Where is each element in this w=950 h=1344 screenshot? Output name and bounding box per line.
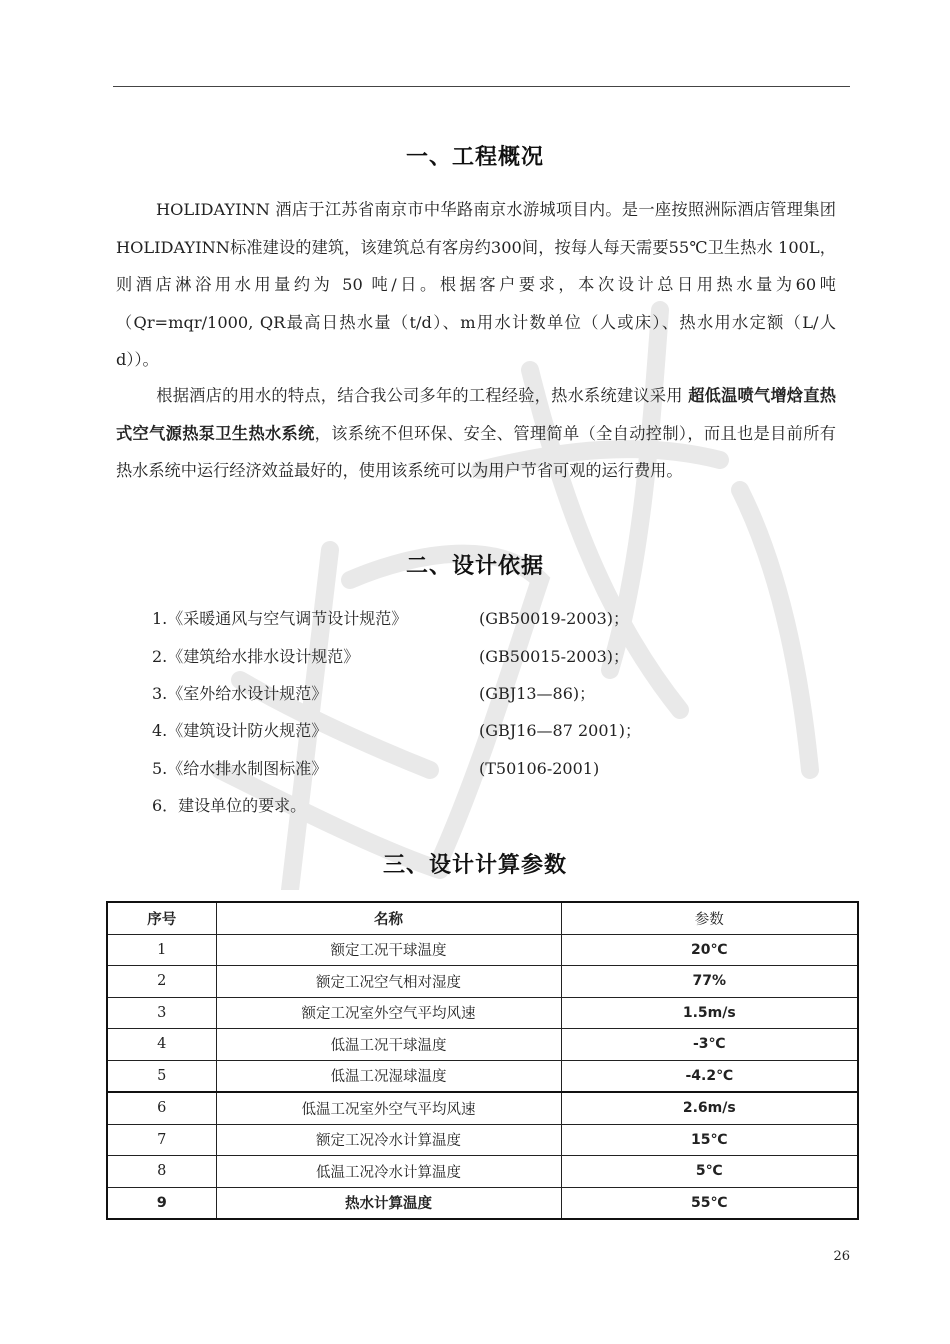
row-value: 1.5m/s xyxy=(561,997,858,1029)
row-index: 7 xyxy=(107,1124,216,1156)
row-name: 额定工况室外空气平均风速 xyxy=(216,997,561,1029)
reference-code: (GB50015-2003)； xyxy=(479,647,630,666)
row-value: -3℃ xyxy=(561,1029,858,1061)
table-row xyxy=(107,1092,858,1124)
row-name: 低温工况室外空气平均风速 xyxy=(216,1092,561,1124)
row-name: 低温工况湿球温度 xyxy=(216,1060,561,1092)
table-row xyxy=(107,1187,858,1219)
reference-name: 2.《建筑给水排水设计规范》 xyxy=(152,647,360,666)
paragraph-2-bold-system-name: 超低温喷气增焓直热式空气源热泵卫生热水系统 xyxy=(116,386,836,443)
table-header-row xyxy=(107,902,858,934)
row-name: 额定工况干球温度 xyxy=(216,934,561,966)
header-name: 名称 xyxy=(216,902,561,934)
header-value: 参数 xyxy=(561,902,858,934)
reference-name: 1.《采暖通风与空气调节设计规范》 xyxy=(152,609,408,628)
row-index: 9 xyxy=(107,1187,216,1219)
row-value: 20℃ xyxy=(561,934,858,966)
table-row xyxy=(107,1124,858,1156)
section-1-paragraph-2 xyxy=(116,377,836,490)
header-rule xyxy=(113,86,850,87)
reference-code: (GB50019-2003)； xyxy=(479,609,630,628)
reference-item xyxy=(152,604,772,634)
table-row xyxy=(107,1029,858,1061)
row-name: 低温工况冷水计算温度 xyxy=(216,1156,561,1188)
reference-code: (T50106-2001) xyxy=(479,759,600,778)
row-index: 3 xyxy=(107,997,216,1029)
row-name: 低温工况干球温度 xyxy=(216,1029,561,1061)
row-name: 热水计算温度 xyxy=(216,1187,561,1219)
section-3-title: 三、设计计算参数 xyxy=(382,853,567,878)
paragraph-2-text-end: ，该系统不但环保、安全、管理简单（全自动控制），而且也是目前所有热水系统中运行经济效益最好的，使用该系统可以为用户节省可观的运行费用。 xyxy=(116,423,836,480)
row-value: 5℃ xyxy=(561,1156,858,1188)
table-row xyxy=(107,934,858,966)
reference-name: 6．建设单位的要求。 xyxy=(152,796,307,815)
row-value: 55℃ xyxy=(561,1187,858,1219)
row-name: 额定工况冷水计算温度 xyxy=(216,1124,561,1156)
reference-item xyxy=(152,716,772,746)
row-index: 6 xyxy=(107,1092,216,1124)
row-name: 额定工况空气相对湿度 xyxy=(216,966,561,998)
reference-code: (GBJ13—86)； xyxy=(479,684,596,703)
row-value: 15℃ xyxy=(561,1124,858,1156)
paragraph-2-text-start: 根据酒店的用水的特点，结合我公司多年的工程经验，热水系统建议采用 xyxy=(156,386,689,405)
reference-item xyxy=(152,642,772,672)
reference-item xyxy=(152,754,772,784)
reference-name: 5.《给水排水制图标准》 xyxy=(152,759,328,778)
table-row xyxy=(107,1060,858,1092)
row-value: -4.2℃ xyxy=(561,1060,858,1092)
reference-code: (GBJ16—87 2001)； xyxy=(479,721,641,740)
row-index: 5 xyxy=(107,1060,216,1092)
page-number: 26 xyxy=(833,1249,850,1264)
row-value: 2.6m/s xyxy=(561,1092,858,1124)
design-parameters-table xyxy=(106,901,859,1220)
row-index: 4 xyxy=(107,1029,216,1061)
table-row xyxy=(107,1156,858,1188)
paragraph-1-text: HOLIDAYINN 酒店于江苏省南京市中华路南京水游城项目内。是一座按照洲际酒店管理集团HOLIDAYINN标准建设的建筑，该建筑总有客房约300间，按每人每天需要55℃卫生热水 100L，则酒店淋浴用水用量约为 50 吨/日。根据客户要求，本次设计总日用热水量为60吨（Qr=mqr/1000, QR最高日热水量（t/d）、m用水计数单位（人或床）、热水用水定额（L/人 d））。 xyxy=(116,200,836,369)
row-index: 8 xyxy=(107,1156,216,1188)
table-row xyxy=(107,966,858,998)
reference-item xyxy=(152,679,772,709)
reference-item xyxy=(152,791,772,821)
row-index: 1 xyxy=(107,934,216,966)
reference-name: 3.《室外给水设计规范》 xyxy=(152,684,328,703)
row-index: 2 xyxy=(107,966,216,998)
row-value: 77% xyxy=(561,966,858,998)
reference-name: 4.《建筑设计防火规范》 xyxy=(152,721,328,740)
section-1-paragraph-1 xyxy=(116,191,836,379)
section-2-title: 二、设计依据 xyxy=(405,554,544,579)
section-1-title: 一、工程概况 xyxy=(405,145,544,170)
table-row xyxy=(107,997,858,1029)
header-index: 序号 xyxy=(107,902,216,934)
